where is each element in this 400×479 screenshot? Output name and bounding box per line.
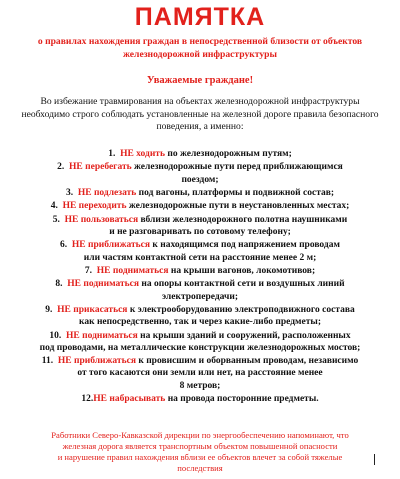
- rule-number: 6.: [60, 240, 68, 251]
- intro-line: необходимо строго соблюдать установленные на железной дороге правила безопасного: [21, 108, 379, 120]
- rule-text: к электрооборудованию электроподвижного состава: [127, 304, 355, 315]
- rule-text-continued: 8 метров;: [179, 380, 221, 391]
- subtitle-line: о правилах нахождения граждан в непосредственной близости от объектов: [37, 36, 363, 47]
- rule-keyword: НЕ ходить: [120, 149, 165, 159]
- rule-item: [6, 187, 394, 199]
- rule-item: [6, 330, 394, 354]
- rule-text: на опоры контактной сети и воздушных линий: [139, 279, 345, 290]
- rule-number: 8.: [55, 279, 63, 290]
- rule-text-continued: или частям контактной сети на расстояние менее 2 м;: [83, 252, 317, 263]
- rule-text-continued: как непосредственно, так и через какие-либо предметы;: [79, 317, 321, 328]
- rule-text: к находящимся под напряжением проводам: [150, 240, 340, 251]
- rule-text-continued: под проводами, на металлические конструкции железнодорожных мостов;: [39, 342, 361, 353]
- memo-subtitle: [8, 35, 392, 61]
- rule-item: [6, 304, 394, 328]
- rule-keyword: НЕ переходить: [62, 201, 127, 212]
- rule-text: под вагоны, платформы и подвижной состав;: [136, 187, 335, 198]
- rule-text-continued: поездом;: [181, 174, 219, 185]
- text-cursor: [374, 454, 375, 465]
- notice-paragraph: [14, 430, 386, 474]
- rule-keyword: НЕ перебегать: [69, 162, 132, 173]
- rule-number: 3.: [65, 187, 74, 198]
- rule-text: на крыши вагонов, локомотивов;: [168, 265, 316, 276]
- notice-line: последствия: [177, 463, 223, 473]
- memo-title: ПАМЯТКА: [134, 3, 266, 31]
- rule-item: [6, 214, 394, 238]
- rule-text-continued: от того касаются они земли или нет, на расстояние менее: [77, 368, 323, 379]
- rule-item: [6, 161, 394, 185]
- rule-keyword: НЕ подлезать: [77, 187, 137, 198]
- rule-item: [6, 355, 394, 392]
- greeting: Уважаемые граждане!: [146, 75, 254, 86]
- rule-number: 5.: [52, 214, 60, 225]
- rule-text: по железнодорожным путям;: [165, 149, 292, 159]
- rule-item: [6, 148, 394, 160]
- intro-paragraph: [18, 96, 382, 134]
- rule-item: [6, 278, 394, 302]
- rule-keyword: НЕ прикасаться: [57, 304, 128, 315]
- rule-number: 12.: [81, 393, 94, 404]
- rule-text: железнодорожные пути перед приближающимся: [131, 162, 343, 173]
- rule-number: 7.: [84, 265, 93, 276]
- rule-text: на крыши зданий и сооружений, расположенных: [137, 330, 351, 341]
- rule-keyword: НЕ приближаться: [57, 356, 136, 367]
- rule-keyword: НЕ набрасывать: [93, 393, 166, 404]
- rule-keyword: НЕ подниматься: [67, 279, 140, 290]
- rule-text: на провода посторонние предметы.: [165, 393, 319, 404]
- rule-item: [6, 200, 394, 212]
- rule-keyword: НЕ приближаться: [71, 240, 151, 251]
- intro-line: Во избежание травмирования на объектах железнодорожной инфраструктуры: [40, 96, 360, 107]
- rule-item: [6, 239, 394, 263]
- notice-line: Работники Северо-Кавказской дирекции по энергообеспечению напоминают, что: [51, 430, 349, 440]
- rule-number: 10.: [49, 330, 62, 341]
- rule-number: 9.: [45, 304, 53, 315]
- notice-line: и нарушение правил нахождения вблизи ее объектов влечет за собой тяжелые: [57, 452, 343, 462]
- intro-line: поведения, а именно:: [156, 121, 244, 132]
- rule-text: железнодорожные пути в неустановленных местах;: [126, 201, 350, 212]
- rule-keyword: НЕ пользоваться: [64, 214, 139, 225]
- rule-text-continued: электропередачи;: [161, 291, 238, 302]
- rules-list: [6, 148, 394, 406]
- rule-number: 4.: [50, 201, 58, 212]
- rule-number: 11.: [41, 356, 54, 367]
- rule-keyword: НЕ подниматься: [66, 330, 138, 341]
- rule-number: 2.: [57, 162, 65, 173]
- rule-text: к провисшим и оборванным проводам, независимо: [135, 356, 359, 367]
- subtitle-line: железнодорожной инфраструктуры: [122, 49, 278, 60]
- rule-item: [6, 265, 394, 277]
- rule-text: вблизи железнодорожного полотна наушниками: [138, 214, 348, 225]
- rule-text-continued: и не разговаривать по сотовому телефону;: [109, 226, 291, 237]
- rule-keyword: НЕ подниматься: [96, 265, 169, 276]
- rule-number: 1.: [108, 149, 116, 159]
- rule-item: [6, 393, 394, 405]
- notice-line: железная дорога является транспортным объектом повышенной опасности: [62, 441, 338, 451]
